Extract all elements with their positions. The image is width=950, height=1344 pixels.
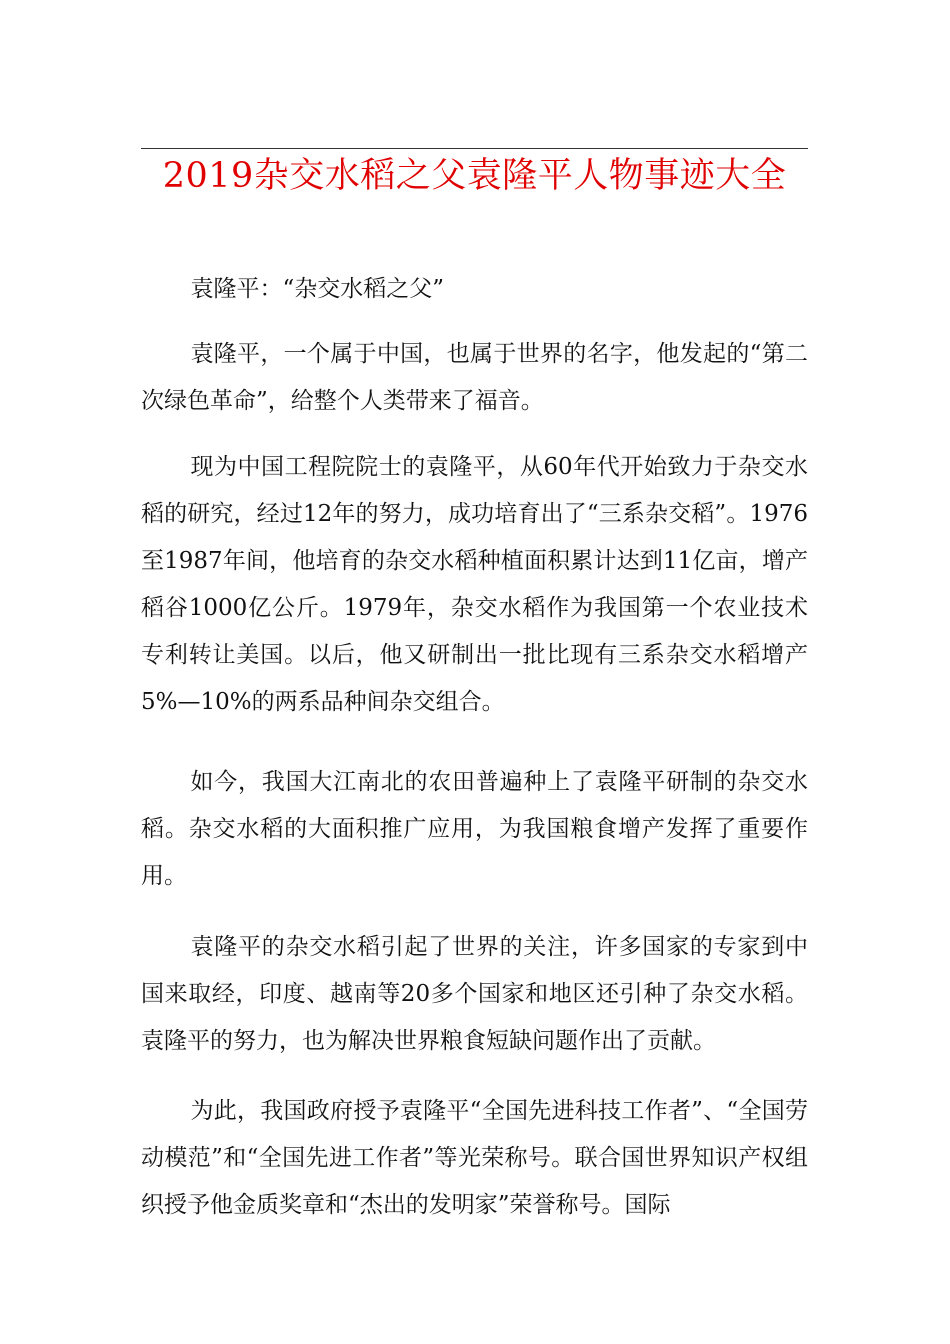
paragraph-nationwide: 如今，我国大江南北的农田普遍种上了袁隆平研制的杂交水稻。杂交水稻的大面积推广应用，为我国粮食增产发挥了重要作用。 [141,769,808,889]
paragraph-honors: 为此，我国政府授予袁隆平“全国先进科技工作者”、“全国劳动模范”和“全国先进工作者”等光荣称号。联合国世界知识产权组织授予他金质奖章和“杰出的发明家”荣誉称号。国际 [141,1098,808,1218]
paragraph-world: 袁隆平的杂交水稻引起了世界的关注，许多国家的专家到中国来取经，印度、越南等20多个国家和地区还引种了杂交水稻。袁隆平的努力，也为解决世界粮食短缺问题作出了贡献。 [141,934,808,1054]
paragraph-intro: 袁隆平，一个属于中国，也属于世界的名字，他发起的“第二次绿色革命”，给整个人类带来了福音。 [141,341,808,414]
header-rule [141,148,808,149]
paragraph-research: 现为中国工程院院士的袁隆平，从60年代开始致力于杂交水稻的研究，经过12年的努力，成功培育出了“三系杂交稻”。1976至1987年间，他培育的杂交水稻种植面积累计达到11亿亩，增产稻谷1000亿公斤。1979年，杂交水稻作为我国第一个农业技术专利转让美国。以后，他又研制出一批比现有三系杂交水稻增产5%—10%的两系品种间杂交组合。 [141,454,808,715]
paragraph-heading: 袁隆平：“杂交水稻之父” [190,276,444,302]
document-title: 2019杂交水稻之父袁隆平人物事迹大全 [162,156,787,196]
